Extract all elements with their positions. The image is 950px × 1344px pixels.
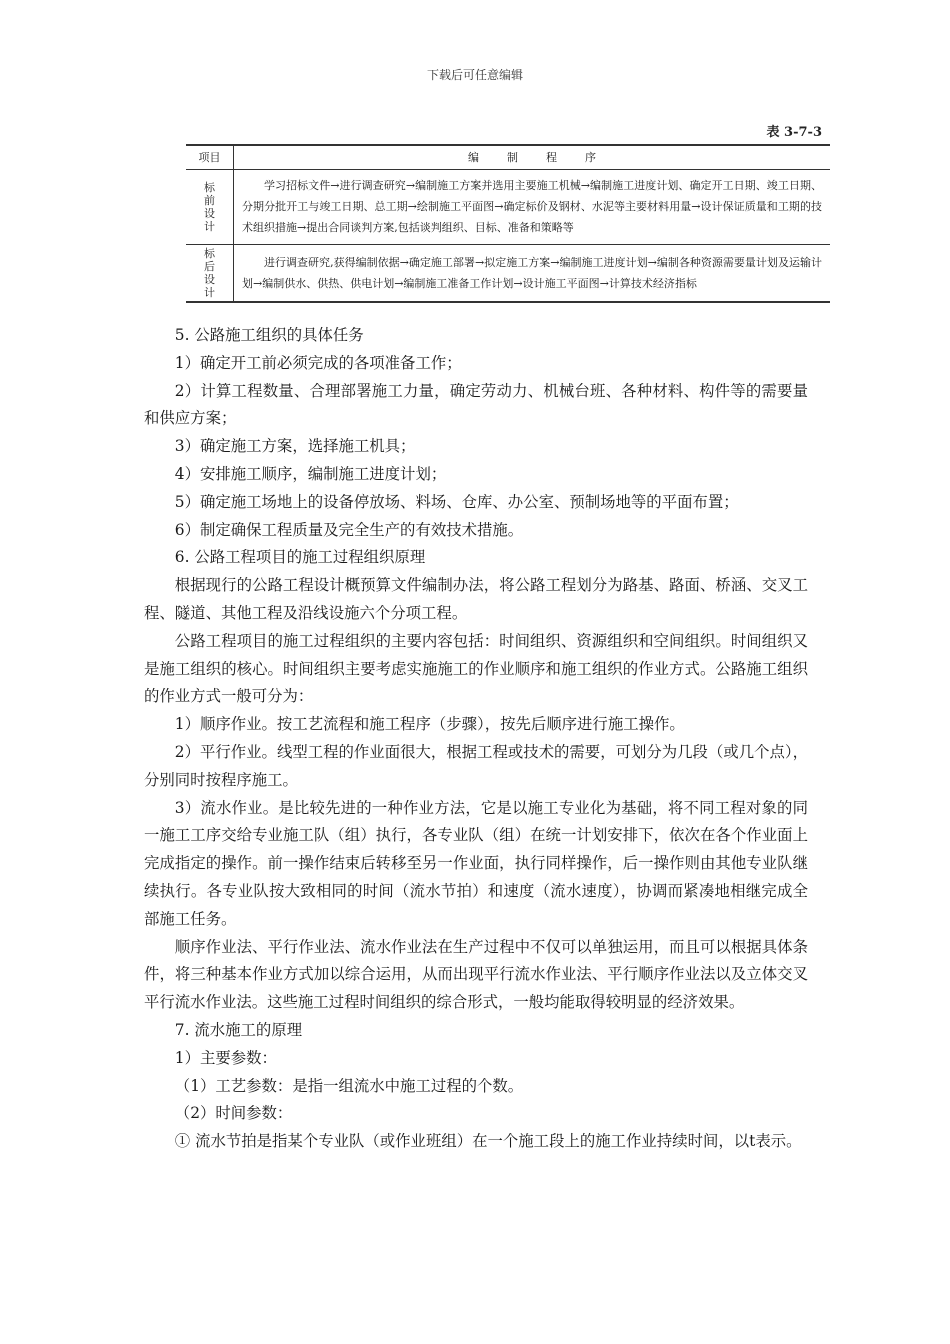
list-item: 6）制定确保工程质量及完全生产的有效技术措施。 — [174, 520, 524, 539]
list-item: 3）流水作业。是比较先进的一种作业方法，它是以施工专业化为基础，将不同工程对象的同一施工工序交给专业施工队（组）执行，各专业队（组）在统一计划安排下，依次在各个作业面上完成指定的操作。前一操作结束后转移至另一作业面，执行同样操作，后一操作则由其他专业队继续执行。各专业队按大致相同的时间（流水节拍）和速度（流水速度），协调而紧凑地相继完成全部施工任务。 — [144, 798, 808, 928]
table-header-row — [186, 145, 830, 169]
row-label-char: 设 — [204, 272, 215, 286]
list-item: 2）计算工程数量、合理部署施工力量，确定劳动力、机械台班、各种材料、构件等的需要量和供应方案； — [144, 381, 808, 428]
list-item: 1）顺序作业。按工艺流程和施工程序（步骤），按先后顺序进行施工操作。 — [174, 715, 685, 734]
list-item: 1）主要参数： — [174, 1048, 277, 1067]
list-item: 4）安排施工顺序，编制施工进度计划； — [174, 464, 447, 483]
page-header: 下载后可任意编辑 — [426, 68, 523, 82]
row-label-char: 前 — [204, 193, 215, 207]
row-label-post-bid — [186, 244, 234, 302]
list-item: ① 流水节拍是指某个专业队（或作业班组）在一个施工段上的施工作业持续时间，以t表示。 — [174, 1132, 802, 1151]
body-text — [144, 322, 808, 1156]
section-heading-7: 7. 流水施工的原理 — [174, 1020, 303, 1039]
row-label-char: 标 — [204, 180, 215, 194]
procedure-table — [186, 144, 830, 303]
row-label-char: 设 — [204, 206, 215, 220]
row-label-char: 后 — [204, 259, 215, 273]
section-heading-5: 5. 公路施工组织的具体任务 — [174, 326, 364, 344]
list-item: 5）确定施工场地上的设备停放场、料场、仓库、办公室、预制场地等的平面布置； — [174, 492, 739, 511]
row-label-char: 计 — [204, 219, 215, 233]
row-procedure-post-bid: 进行调查研究,获得编制依据→确定施工部署→拟定施工方案→编制施工进度计划→编制各种资源需要量计划及运输计划→编制供水、供热、供电计划→编制施工准备工作计划→设计施工平面图→计算技术经济指标 — [242, 255, 822, 290]
list-item: 1）确定开工前必须完成的各项准备工作； — [174, 353, 462, 372]
column-header-procedure-text: 编制程序 — [468, 150, 624, 164]
table-number: 表 3-7-3 — [766, 125, 822, 140]
paragraph: 公路工程项目的施工过程组织的主要内容包括：时间组织、资源组织和空间组织。时间组织又是施工组织的核心。时间组织主要考虑实施施工的作业顺序和施工组织的作业方式。公路施工组织的作业方式一般可分为： — [144, 631, 808, 706]
row-label-char: 计 — [204, 285, 215, 299]
row-label-pre-bid — [186, 169, 234, 244]
paragraph: 根据现行的公路工程设计概预算文件编制办法，将公路工程划分为路基、路面、桥涵、交叉工程、隧道、其他工程及沿线设施六个分项工程。 — [144, 576, 808, 622]
list-item: 2）平行作业。线型工程的作业面很大，根据工程或技术的需要，可划分为几段（或几个点），分别同时按程序施工。 — [144, 742, 808, 789]
row-label-char: 标 — [204, 246, 215, 260]
table-row — [186, 244, 830, 302]
paragraph: 顺序作业法、平行作业法、流水作业法在生产过程中不仅可以单独运用，而且可以根据具体条件，将三种基本作业方式加以综合运用，从而出现平行流水作业法、平行顺序作业法以及立体交叉平行流水作业法。这些施工过程时间组织的综合形式，一般均能取得较明显的经济效果。 — [144, 937, 808, 1012]
column-header-item: 项目 — [186, 145, 234, 169]
list-item: （1）工艺参数：是指一组流水中施工过程的个数。 — [174, 1076, 524, 1095]
table-row — [186, 169, 830, 244]
column-header-procedure — [234, 145, 831, 169]
list-item: （2）时间参数： — [174, 1104, 293, 1123]
section-heading-6: 6. 公路工程项目的施工过程组织原理 — [174, 548, 426, 567]
row-procedure-pre-bid: 学习招标文件→进行调查研究→编制施工方案并选用主要施工机械→编制施工进度计划、确定开工日期、竣工日期、分期分批开工与竣工日期、总工期→绘制施工平面图→确定标价及钢材、水泥等主要材料用量→设计保证质量和工期的技术组织措施→提出合同谈判方案,包括谈判组织、目标、准备和策略等 — [242, 179, 822, 234]
list-item: 3）确定施工方案，选择施工机具； — [174, 437, 416, 456]
